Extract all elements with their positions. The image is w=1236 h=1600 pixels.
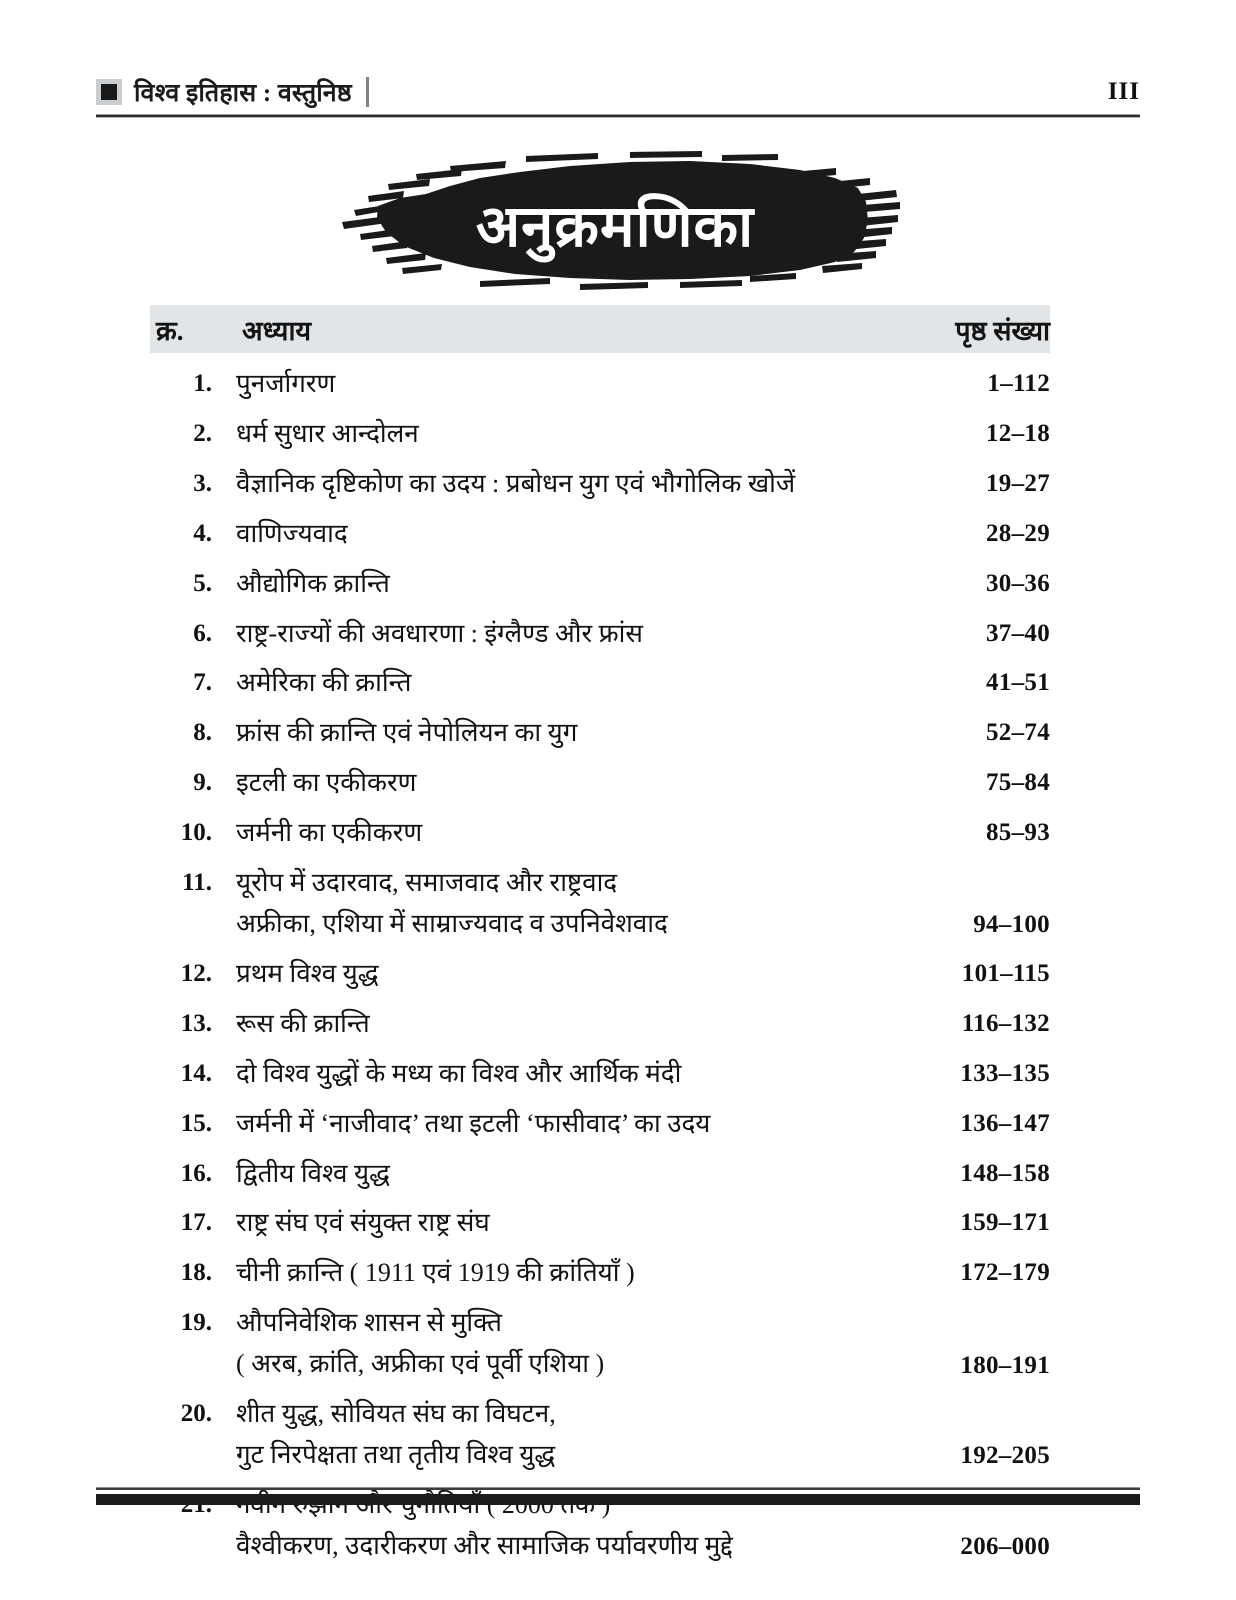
row-chapter [212, 715, 850, 752]
column-header-chapter: अध्याय [242, 315, 312, 346]
chapter-line: वाणिज्यवाद [236, 518, 348, 548]
row-serial: 17. [180, 1209, 212, 1237]
row-chapter [212, 956, 850, 993]
column-header-page: पृष्ठ संख्या [955, 315, 1050, 346]
running-head [96, 72, 1140, 112]
row-chapter [212, 466, 850, 503]
row-chapter [212, 815, 850, 852]
chapter-line: जर्मनी का एकीकरण [236, 818, 423, 848]
row-serial: 18. [180, 1259, 212, 1287]
row-page: 148–158 [960, 1159, 1050, 1187]
row-serial: 4. [193, 519, 212, 547]
row-serial: 13. [180, 1009, 212, 1037]
chapter-line: शीत युद्ध, सोवियत संघ का विघटन, [236, 1399, 556, 1429]
chapter-line: यूरोप में उदारवाद, समाजवाद और राष्ट्रवाद [236, 868, 618, 898]
row-serial: 5. [193, 569, 212, 597]
row-serial: 8. [193, 719, 212, 747]
table-row[interactable] [150, 1099, 1050, 1149]
row-serial: 3. [193, 469, 212, 497]
table-row[interactable] [150, 1149, 1050, 1199]
row-chapter [212, 616, 850, 653]
table-row[interactable] [150, 1389, 1050, 1480]
row-chapter [212, 366, 850, 403]
table-row[interactable] [150, 609, 1050, 659]
row-page: 133–135 [960, 1059, 1050, 1087]
row-chapter [212, 1205, 850, 1242]
table-row[interactable] [150, 1198, 1050, 1248]
row-page: 28–29 [986, 519, 1050, 547]
row-page: 1–112 [987, 370, 1050, 397]
row-chapter [212, 1396, 850, 1474]
row-serial: 10. [180, 819, 212, 847]
banner-title-text: अनुक्रमणिका [475, 194, 755, 259]
row-chapter [212, 865, 850, 943]
row-page: 52–74 [986, 719, 1050, 747]
toc-header-row [150, 305, 1050, 353]
row-serial: 11. [182, 869, 212, 897]
row-page: 19–27 [986, 469, 1050, 497]
row-chapter [212, 1156, 850, 1193]
row-page: 30–36 [986, 569, 1050, 597]
row-chapter [212, 665, 850, 702]
chapter-line: राष्ट्र-राज्यों की अवधारणा : इंग्लैण्ड और फ्रांस [236, 618, 643, 648]
row-page: 180–191 [960, 1351, 1050, 1379]
row-chapter [212, 1006, 850, 1043]
chapter-line: द्वितीय विश्व युद्ध [236, 1158, 390, 1188]
chapter-line: रूस की क्रान्ति [236, 1008, 370, 1038]
row-chapter [212, 416, 850, 453]
chapter-line: दो विश्व युद्धों के मध्य का विश्व और आर्थिक मंदी [236, 1058, 682, 1088]
table-row[interactable] [150, 858, 1050, 949]
table-row[interactable] [150, 658, 1050, 708]
row-page: 41–51 [986, 669, 1050, 697]
table-of-contents [150, 305, 1050, 1571]
row-page: 94–100 [973, 911, 1050, 939]
table-row[interactable] [150, 999, 1050, 1049]
row-serial: 6. [193, 619, 212, 647]
row-serial: 20. [180, 1400, 212, 1428]
row-serial: 1. [193, 370, 212, 397]
row-serial: 12. [180, 959, 212, 987]
book-title: विश्व इतिहास : वस्तुनिष्ठ [134, 80, 352, 107]
chapter-line [236, 1487, 850, 1524]
toc-rows [150, 353, 1050, 1571]
row-serial: 16. [180, 1159, 212, 1187]
table-row[interactable] [150, 1248, 1050, 1298]
page-folio: III [1107, 78, 1140, 105]
table-row[interactable] [150, 509, 1050, 559]
table-row[interactable] [150, 949, 1050, 999]
chapter-line: चीनी क्रान्ति ( 1911 एवं 1919 की क्रांतियाँ ) [236, 1258, 635, 1288]
row-chapter [212, 1305, 850, 1383]
row-serial: 14. [180, 1059, 212, 1087]
row-serial: 7. [193, 669, 212, 697]
row-page: 206–000 [960, 1533, 1050, 1561]
column-header-sr: क्र. [156, 315, 184, 346]
row-serial: 9. [193, 769, 212, 797]
row-page: 85–93 [986, 819, 1050, 847]
chapter-line: पुनर्जागरण [236, 369, 336, 398]
row-page: 37–40 [986, 619, 1050, 647]
table-row[interactable] [150, 708, 1050, 758]
chapter-line: गुट निरपेक्षता तथा तृतीय विश्व युद्ध [236, 1439, 556, 1469]
row-page: 12–18 [986, 419, 1050, 447]
chapter-line: धर्म सुधार आन्दोलन [236, 418, 419, 448]
row-chapter [212, 516, 850, 553]
row-page: 116–132 [961, 1009, 1050, 1037]
row-page: 136–147 [960, 1109, 1050, 1137]
table-row[interactable] [150, 1049, 1050, 1099]
chapter-line: इटली का एकीकरण [236, 768, 417, 798]
chapter-line: अमेरिका की क्रान्ति [236, 668, 412, 698]
row-chapter [212, 566, 850, 603]
chapter-line: फ्रांस की क्रान्ति एवं नेपोलियन का युग [236, 718, 578, 748]
table-row[interactable] [150, 1298, 1050, 1389]
chapter-line: औपनिवेशिक शासन से मुक्ति [236, 1308, 502, 1338]
title-banner [330, 148, 900, 293]
chapter-line: औद्योगिक क्रान्ति [236, 568, 390, 598]
row-page: 101–115 [961, 959, 1050, 987]
footer-rule-thin [96, 1487, 1140, 1490]
row-page: 75–84 [986, 769, 1050, 797]
chapter-line: ( अरब, क्रांति, अफ्रीका एवं पूर्वी एशिया ) [236, 1349, 605, 1379]
row-serial: 2. [193, 419, 212, 447]
row-chapter [212, 765, 850, 802]
row-serial: 19. [180, 1309, 212, 1337]
table-row[interactable] [150, 409, 1050, 459]
row-page: 172–179 [960, 1259, 1050, 1287]
row-page: 159–171 [960, 1209, 1050, 1237]
chapter-line: अफ्रीका, एशिया में साम्राज्यवाद व उपनिवेशवाद [236, 908, 668, 938]
table-row[interactable] [150, 808, 1050, 858]
row-chapter [212, 1255, 850, 1292]
chapter-line: राष्ट्र संघ एवं संयुक्त राष्ट्र संघ [236, 1208, 490, 1238]
table-row[interactable] [150, 359, 1050, 409]
table-row[interactable] [150, 758, 1050, 808]
header-divider-bar [366, 77, 369, 107]
header-rule [96, 114, 1140, 118]
chapter-line: वैज्ञानिक दृष्टिकोण का उदय : प्रबोधन युग एवं भौगोलिक खोजें [236, 468, 796, 498]
chapter-line: जर्मनी में ‘नाजीवाद’ तथा इटली ‘फासीवाद’ का उदय [236, 1108, 711, 1138]
table-row[interactable] [150, 559, 1050, 609]
table-row[interactable] [150, 459, 1050, 509]
footer-rule-thick [96, 1494, 1140, 1505]
square-bullet-icon [96, 79, 122, 105]
row-serial: 15. [180, 1109, 212, 1137]
chapter-line: वैश्वीकरण, उदारीकरण और सामाजिक पर्यावरणीय मुद्दे [236, 1530, 733, 1560]
row-page: 192–205 [960, 1442, 1050, 1470]
chapter-line: प्रथम विश्व युद्ध [236, 958, 379, 988]
row-chapter [212, 1056, 850, 1093]
row-chapter [212, 1106, 850, 1143]
